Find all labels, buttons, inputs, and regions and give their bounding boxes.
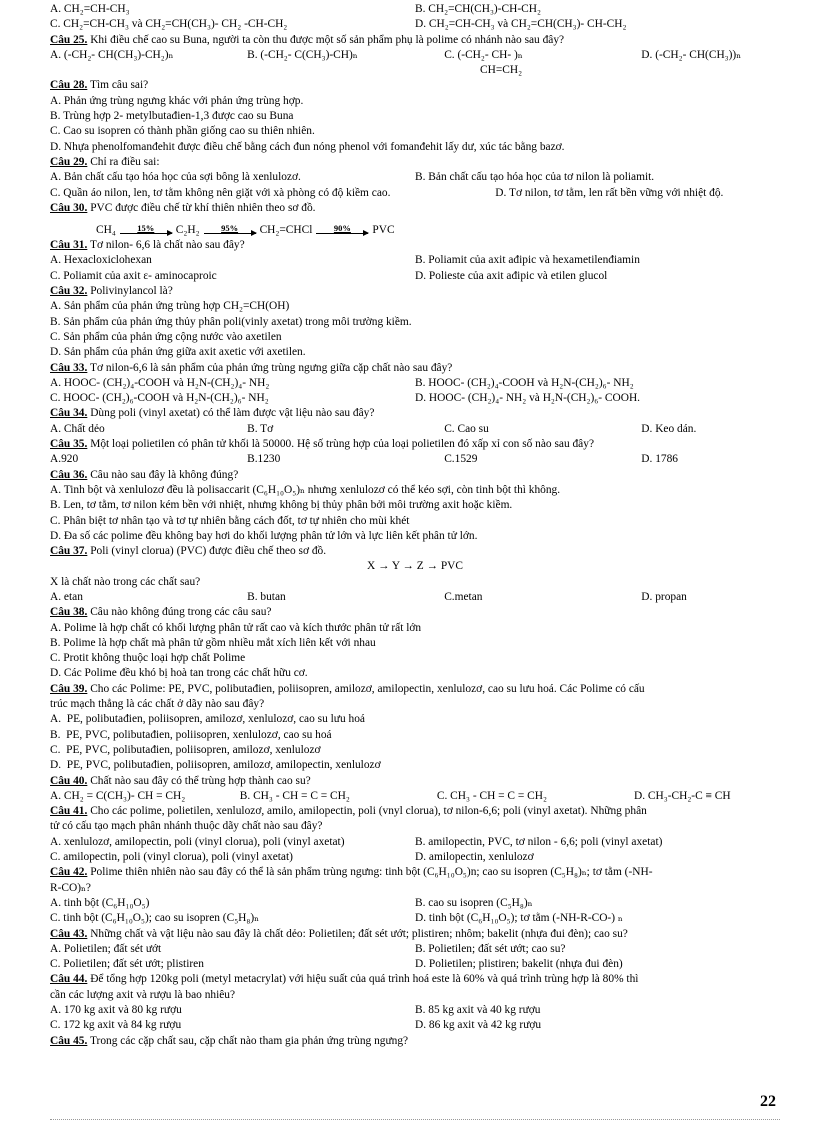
text-line: C. Phân biệt tơ nhân tạo và tơ tự nhiên bằng cách đốt, tơ tự nhiên cho mùi khét xyxy=(50,514,410,527)
answer-row xyxy=(50,911,780,926)
question-text: Khi điều chế cao su Buna, người ta còn thu được một số sản phẩm phụ là polime có nhánh nào sau đây? xyxy=(90,33,565,46)
question-number: Câu 40. xyxy=(50,774,88,787)
answer-option: C. CH₃ - CH = C = CH₂ xyxy=(436,789,547,802)
question-number: Câu 28. xyxy=(50,79,88,92)
answer-row xyxy=(50,253,780,268)
answer-option: B. HOOC- (CH₂)₄-COOH và H₂N-(CH₂)₆- NH₂ xyxy=(415,376,634,389)
answer-option: C. amilopectin, poli (vinyl clorua), poli (vinyl axetat) xyxy=(50,851,293,864)
scheme-compound: C₂H₂ xyxy=(175,223,200,236)
text-line: A. Phản ứng trùng ngưng khác với phản ứng trùng hợp. xyxy=(50,94,304,107)
answer-option: A. CH₂ = C(CH₃)- CH = CH₂ xyxy=(50,789,186,802)
question-text: Để tổng hợp 120kg poli (metyl metacrylat) với hiệu suất của quá trình hoá este là 60% và quá trình trùng hợp là 80% thì xyxy=(90,973,639,986)
pvc-synthesis-scheme xyxy=(50,216,780,238)
text-line: CH=CH₂ xyxy=(50,64,523,77)
answer-option: B. Poliamit của axit ađipic và hexametilenđiamin xyxy=(415,254,640,267)
document-body xyxy=(50,2,780,1049)
answer-row xyxy=(50,835,780,850)
scheme-compound: PVC xyxy=(372,223,395,236)
answer-option: A. CH₂=CH-CH₃ xyxy=(50,3,130,15)
answer-option: D. Keo dán. xyxy=(641,422,697,435)
answer-option: D. Tơ nilon, tơ tằm, len rất bền vững với nhiệt độ. xyxy=(495,186,724,199)
answer-row xyxy=(50,17,780,32)
answer-row xyxy=(50,590,780,605)
answer-row xyxy=(50,2,780,17)
scheme-compound: CH₂=CHCl xyxy=(259,223,313,236)
question-line xyxy=(50,865,780,880)
question-number: Câu 31. xyxy=(50,239,88,252)
answer-option: C.metan xyxy=(444,590,483,603)
question-number: Câu 44. xyxy=(50,973,88,986)
answer-option: D. HOOC- (CH₂)₄- NH₂ và H₂N-(CH₂)₆- COOH. xyxy=(415,392,641,405)
answer-option: D. CH₃-CH₂-C ≡ CH xyxy=(633,789,731,802)
question-number: Câu 33. xyxy=(50,361,88,374)
question-text: Cho các polime, polietilen, xenlulozơ, amilo, amilopectin, poli (vnyl clorua), tơ nilon-6,6; poli (vinyl axetat). Những phân xyxy=(90,805,647,818)
question-number: Câu 34. xyxy=(50,407,88,420)
arrow-line xyxy=(204,233,256,234)
question-text: Polime thiên nhiên nào sau đây có thể là sản phẩm trùng ngưng: tinh bột (C₆H₁₀O₅)n; cao su isopren (C₅H₈)ₙ; tơ tằm (-NH- xyxy=(90,866,653,879)
text-line: A. Polime là hợp chất có khối lượng phân tử rất cao và kích thước phân tử rất lớn xyxy=(50,621,422,634)
text-line: cần các lượng axit và rượu là bao nhiêu? xyxy=(50,988,236,1001)
answer-option: A. Chất dẻo xyxy=(50,422,105,435)
answer-option: B. CH₃ - CH = C = CH₂ xyxy=(239,789,350,802)
text-line: D. Nhựa phenolfomanđehit được điều chế bằng cách đun nóng phenol với fomanđehit lấy dư, xúc tác bằng bazơ. xyxy=(50,140,565,153)
answer-row xyxy=(50,957,780,972)
text-line: A. Tinh bột và xenlulozơ đều là polisaccarit (C₆H₁₀O₅)ₙ nhưng xenlulozơ có thể kéo sợi, còn tinh bột thì không. xyxy=(50,483,561,496)
question-number: Câu 39. xyxy=(50,682,88,695)
text-line: B. Polime là hợp chất mà phân tử gồm nhiều mắt xích liên kết với nhau xyxy=(50,636,376,649)
question-text: Chỉ ra điều sai: xyxy=(90,155,160,168)
question-text: Câu nào sau đây là không đúng? xyxy=(90,468,239,481)
question-text: Tìm câu sai? xyxy=(90,79,149,92)
text-line: trúc mạch thẳng là các chất ở dãy nào sau đây? xyxy=(50,698,265,711)
text-line: D. PE, PVC, polibutađien, poliisopren, amilozơ, amilopectin, xenlulozơ xyxy=(50,759,381,772)
answer-option: D. propan xyxy=(641,590,687,603)
question-line xyxy=(50,774,780,789)
arrow-line xyxy=(120,233,172,234)
answer-option: B. cao su isopren (C₅H₈)ₙ xyxy=(415,896,533,909)
answer-option: D. amilopectin, xenlulozơ xyxy=(415,851,534,864)
question-number: Câu 30. xyxy=(50,201,88,214)
question-line xyxy=(50,33,780,48)
reaction-arrow xyxy=(316,224,368,238)
answer-row xyxy=(50,452,780,467)
answer-option: B. amilopectin, PVC, tơ nilon - 6,6; poli (vinyl axetat) xyxy=(415,835,663,848)
yield-label: 15% xyxy=(137,223,155,234)
answer-option: B.1230 xyxy=(247,453,281,466)
answer-option: A. etan xyxy=(50,590,83,603)
question-line xyxy=(50,284,780,299)
question-line xyxy=(50,468,780,483)
text-line: tử có cấu tạo mạch phân nhánh thuộc dãy chất nào sau đây? xyxy=(50,820,323,833)
question-text: PVC được điều chế từ khí thiên nhiên theo sơ đồ. xyxy=(90,201,316,214)
reaction-arrow xyxy=(204,224,256,238)
question-line xyxy=(50,927,780,942)
question-number: Câu 43. xyxy=(50,927,88,940)
question-number: Câu 29. xyxy=(50,155,88,168)
footer-divider xyxy=(50,1119,780,1120)
answer-option: A. xenlulozơ, amilopectin, poli (vinyl clorua), poli (vinyl axetat) xyxy=(50,835,345,848)
answer-option: A. (-CH₂- CH(CH₃)-CH₂)ₙ xyxy=(50,48,174,61)
answer-option: C. 172 kg axit và 84 kg rượu xyxy=(50,1019,182,1032)
answer-option: B. 85 kg axit và 40 kg rượu xyxy=(415,1004,541,1016)
text-line: B. Trùng hợp 2- metylbutađien-1,3 được cao su Buna xyxy=(50,110,294,123)
text-line: D. Đa số các polime đều không bay hơi do khối lượng phân tử lớn và lực liên kết phân tử lớn. xyxy=(50,529,478,542)
text-line: A. Sản phẩm của phản ứng trùng hợp CH₂=CH(OH) xyxy=(50,300,290,313)
question-line xyxy=(50,238,780,253)
scheme-compound: CH₄ xyxy=(96,223,116,236)
question-text: Tơ nilon- 6,6 là chất nào sau đây? xyxy=(90,239,245,252)
question-text: Tơ nilon-6,6 là sản phẩm của phản ứng trùng ngưng giữa cặp chất nào sau đây? xyxy=(90,361,453,374)
question-line xyxy=(50,361,780,376)
answer-option: B. Bản chất cấu tạo hóa học của tơ nilon là poliamit. xyxy=(415,171,655,184)
question-text: Những chất và vật liệu nào sau đây là chất dẻo: Polietilen; đất sét ướt; plistiren; nhôm; bakelit (nhựa đui đèn); cao su? xyxy=(90,927,628,940)
answer-row xyxy=(50,170,780,185)
question-number: Câu 38. xyxy=(50,606,88,619)
answer-row xyxy=(50,48,780,63)
question-line xyxy=(50,972,780,987)
text-line: R-CO)ₙ? xyxy=(50,881,91,894)
question-line xyxy=(50,78,780,93)
question-text: Chất nào sau đây có thể trùng hợp thành cao su? xyxy=(90,774,311,787)
question-line xyxy=(50,406,780,421)
question-line xyxy=(50,682,780,697)
answer-option: B. Polietilen; đất sét ướt; cao su? xyxy=(415,942,566,955)
text-line: X là chất nào trong các chất sau? xyxy=(50,575,201,588)
answer-option: A. HOOC- (CH₂)₄-COOH và H₂N-(CH₂)₄- NH₂ xyxy=(50,376,270,389)
question-line xyxy=(50,1034,780,1049)
question-line xyxy=(50,544,780,559)
question-text: Dùng poli (vinyl axetat) có thể làm được vật liệu nào sau đây? xyxy=(90,407,375,420)
answer-option: D. Polietilen; plistiren; bakelit (nhựa đui đèn) xyxy=(415,958,623,971)
answer-option: C. Poliamit của axit ε- aminocaproic xyxy=(50,269,217,282)
answer-option: C. Polietilen; đất sét ướt; plistiren xyxy=(50,958,204,971)
question-number: Câu 25. xyxy=(50,33,88,46)
answer-option: A. Hexacloxiclohexan xyxy=(50,254,152,267)
question-line xyxy=(50,605,780,620)
answer-option: D. Polieste của axit ađipic và etilen glucol xyxy=(415,269,608,282)
question-text: Câu nào không đúng trong các câu sau? xyxy=(90,606,272,619)
question-line xyxy=(50,804,780,819)
question-line xyxy=(50,155,780,170)
text-line: D. Sản phẩm của phản ứng giữa axit axetic với axetilen. xyxy=(50,346,306,359)
answer-option: D. CH₂=CH-CH₃ và CH₂=CH(CH₃)- CH-CH₂ xyxy=(415,18,627,31)
answer-row xyxy=(50,942,780,957)
question-number: Câu 32. xyxy=(50,285,88,298)
answer-option: B. butan xyxy=(247,590,286,603)
question-number: Câu 36. xyxy=(50,468,88,481)
question-text: Polivinylancol là? xyxy=(90,285,173,298)
answer-option: C. (-CH₂- CH- )ₙ xyxy=(444,48,523,61)
question-number: Câu 37. xyxy=(50,545,88,558)
answer-option: A. Polietilen; đất sét ướt xyxy=(50,942,162,955)
answer-row xyxy=(50,1018,780,1033)
answer-option: A. 170 kg axit và 80 kg rượu xyxy=(50,1004,182,1016)
text-line: C. PE, PVC, polibutađien, poliisopren, amilozơ, xenlulozơ xyxy=(50,743,321,756)
answer-option: D. 86 kg axit và 42 kg rượu xyxy=(415,1019,542,1032)
answer-option: C. Cao su xyxy=(444,422,489,435)
yield-label: 95% xyxy=(221,223,239,234)
answer-row xyxy=(50,186,780,201)
answer-option: A. tinh bột (C₆H₁₀O₅) xyxy=(50,896,150,909)
text-line: A. PE, polibutađien, poliisopren, amilozơ, xenlulozơ, cao su lưu hoá xyxy=(50,713,365,726)
text-line: B. Len, tơ tằm, tơ nilon kém bền với nhiệt, nhưng không bị thủy phân bởi môi trường axit hoặc kiềm. xyxy=(50,499,513,512)
question-number: Câu 45. xyxy=(50,1034,88,1047)
reaction-scheme: X → Y → Z → PVC xyxy=(367,560,463,573)
answer-row xyxy=(50,422,780,437)
answer-option: D. 1786 xyxy=(641,453,678,466)
answer-option: C. tinh bột (C₆H₁₀O₅); cao su isopren (C₅H₈)ₙ xyxy=(50,912,260,925)
answer-option: D. tinh bột (C₆H₁₀O₅); tơ tằm (-NH-R-CO-) ₙ xyxy=(415,912,623,925)
page-number: 22 xyxy=(760,1093,776,1110)
question-text: Trong các cặp chất sau, cặp chất nào tham gia phản ứng trùng ngưng? xyxy=(90,1034,409,1047)
answer-option: A.920 xyxy=(50,453,79,466)
answer-row xyxy=(50,391,780,406)
yield-label: 90% xyxy=(333,223,351,234)
answer-option: D. (-CH₂- CH(CH₃))ₙ xyxy=(641,48,742,61)
question-number: Câu 41. xyxy=(50,805,88,818)
answer-row xyxy=(50,850,780,865)
reaction-arrow xyxy=(120,224,172,238)
answer-option: B. CH₂=CH(CH₃)-CH-CH₂ xyxy=(415,3,541,15)
answer-row xyxy=(50,896,780,911)
text-line: C. Protit không thuộc loại hợp chất Polime xyxy=(50,652,246,665)
answer-option: C. CH₂=CH-CH₃ và CH₂=CH(CH₃)- CH₂ -CH-CH₂ xyxy=(50,18,288,31)
text-line: B. Sản phẩm của phản ứng thủy phân poli(vinly axetat) trong môi trường kiềm. xyxy=(50,315,412,328)
text-line: C. Cao su isopren có thành phần giống cao su thiên nhiên. xyxy=(50,125,315,138)
text-line: D. Các Polime đều khó bị hoà tan trong các chất hữu cơ. xyxy=(50,667,308,680)
answer-option: B. Tơ xyxy=(247,422,274,435)
question-line xyxy=(50,201,780,216)
answer-option: C. Quần áo nilon, len, tơ tằm không nên giặt với xà phòng có độ kiềm cao. xyxy=(50,186,391,199)
question-line xyxy=(50,437,780,452)
answer-option: B. (-CH₂- C(CH₃)-CH)ₙ xyxy=(247,48,358,61)
answer-row xyxy=(50,1003,780,1018)
question-number: Câu 42. xyxy=(50,866,88,879)
text-line: C. Sản phẩm của phản ứng cộng nước vào axetilen xyxy=(50,330,282,343)
answer-row xyxy=(50,376,780,391)
answer-row xyxy=(50,269,780,284)
answer-row xyxy=(50,789,780,804)
answer-option: C.1529 xyxy=(444,453,478,466)
answer-option: C. HOOC- (CH₂)₆-COOH và H₂N-(CH₂)₆- NH₂ xyxy=(50,392,269,405)
question-number: Câu 35. xyxy=(50,438,88,451)
text-line: B. PE, PVC, polibutađien, poliisopren, xenlulozơ, cao su hoá xyxy=(50,728,332,741)
answer-option: A. Bản chất cấu tạo hóa học của sợi bông là xenlulozơ. xyxy=(50,171,301,184)
arrow-line xyxy=(316,233,368,234)
question-text: Poli (vinyl clorua) (PVC) được điều chế theo sơ đồ. xyxy=(90,545,327,558)
question-text: Một loại polietilen có phân tử khối là 50000. Hệ số trùng hợp của loại polietilen đó xấp xỉ con số nào sau đây? xyxy=(90,438,594,451)
question-text: Cho các Polime: PE, PVC, polibutađien, poliisopren, amilozơ, amilopectin, xenlulozơ, cao su lưu hoá. Các Polime có cấu xyxy=(90,682,645,695)
